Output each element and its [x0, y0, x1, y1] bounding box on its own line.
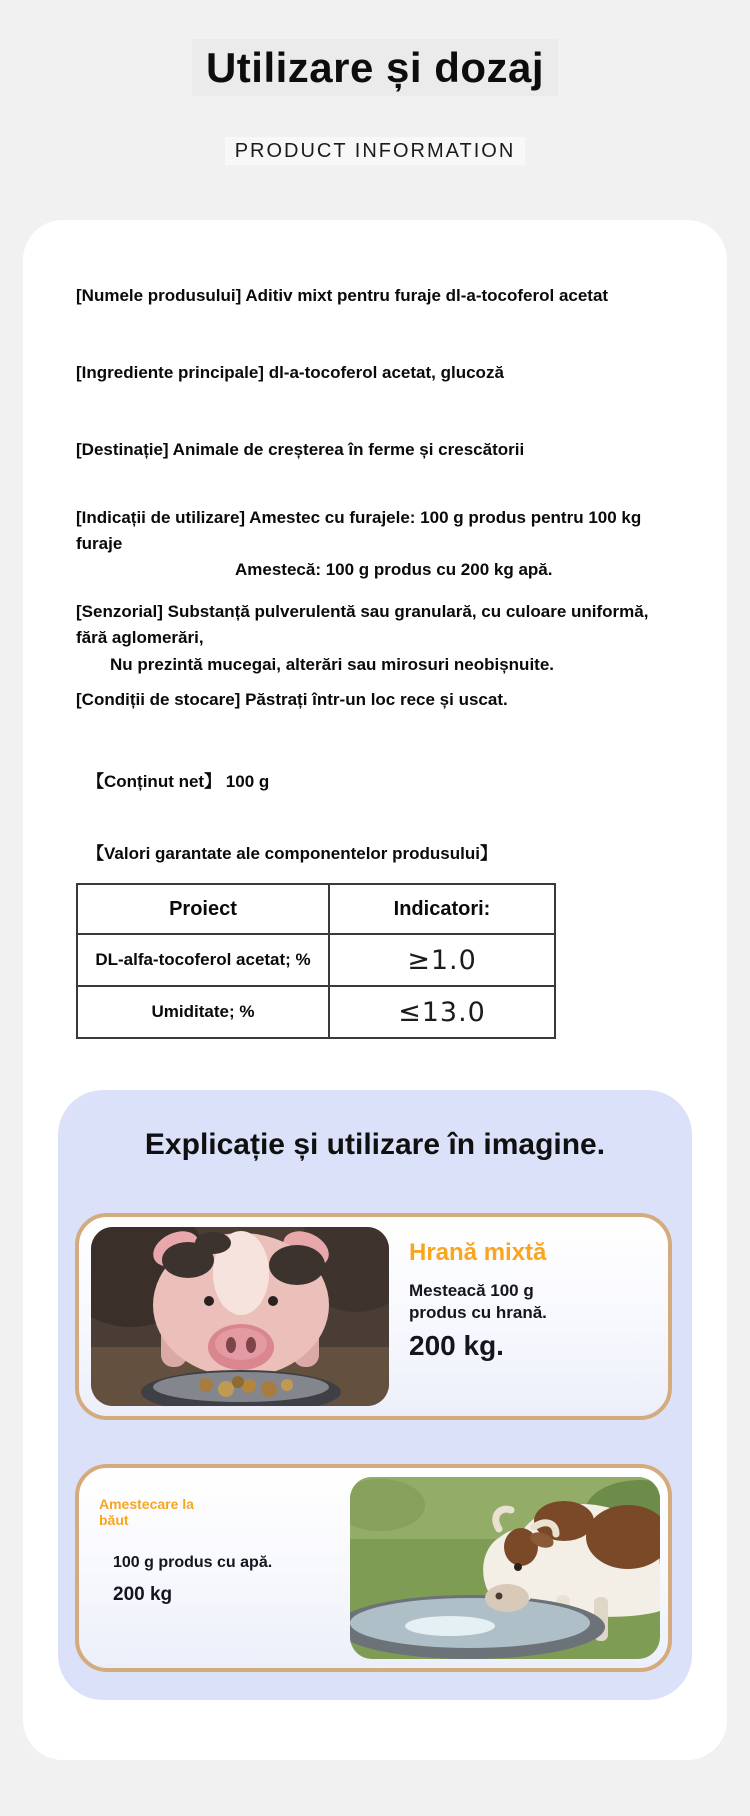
card-description: Mesteacă 100 g produs cu hrană. — [409, 1281, 547, 1322]
usage-card-text — [99, 1496, 272, 1606]
card-heading: Hrană mixtă — [409, 1239, 547, 1266]
cow-illustration — [350, 1477, 660, 1659]
card-description: 100 g produs cu apă. — [113, 1554, 273, 1571]
guaranteed-values-heading: 【Valori garantate ale componentelor produsului】 — [87, 844, 497, 863]
product-line-sensory: [Senzorial] Substanță pulverulentă sau granulară, cu culoare uniformă, fără aglomerări, — [76, 602, 649, 647]
product-line-mix-water: Amestecă: 100 g produs cu 200 kg apă. — [235, 560, 553, 579]
table-row — [77, 934, 555, 986]
card-amount: 200 kg — [113, 1584, 173, 1605]
usage-panel-title: Explicație și utilizare în imagine. — [144, 1128, 606, 1161]
card-amount: 200 kg. — [409, 1330, 504, 1361]
page-title-text: Utilizare și dozaj — [192, 39, 558, 96]
spec-value-humidity: ≤13.0 — [329, 986, 555, 1038]
spec-table-header-row — [77, 884, 555, 934]
page-title — [0, 44, 750, 92]
product-line-no-mold: Nu prezintă mucegai, alterări sau mirosuri neobișnuite. — [110, 655, 555, 674]
spec-name-tocoferol: DL-alfa-tocoferol acetat; % — [77, 934, 329, 986]
pig-photo — [91, 1227, 389, 1406]
spec-table-header-indicators: Indicatori: — [329, 884, 555, 934]
cow-photo — [350, 1477, 660, 1659]
net-content: 【Conținut net】 100 g — [87, 772, 270, 791]
usage-card-mixed-feed — [75, 1213, 672, 1420]
page-subtitle-text: PRODUCT INFORMATION — [225, 137, 526, 165]
spec-table-header-project: Proiect — [77, 884, 329, 934]
product-line-name: [Numele produsului] Aditiv mixt pentru furaje dl-a-tocoferol acetat — [76, 286, 609, 305]
usage-card-text — [409, 1239, 567, 1362]
product-line-ingredients: [Ingrediente principale] dl-a-tocoferol acetat, glucoză — [76, 363, 504, 382]
card-heading: Amestecare la băut — [99, 1496, 194, 1528]
usage-panel — [58, 1090, 692, 1700]
usage-card-drinking-mix — [75, 1464, 672, 1672]
product-line-usage-indications: [Indicații de utilizare] Amestec cu furajele: 100 g produs pentru 100 kg furaje — [76, 508, 642, 553]
pig-illustration — [91, 1227, 389, 1406]
spec-name-humidity: Umiditate; % — [77, 986, 329, 1038]
product-line-destination: [Destinație] Animale de creșterea în ferme și crescătorii — [76, 440, 525, 459]
table-row — [77, 986, 555, 1038]
product-info-card — [23, 220, 727, 1760]
page-subtitle — [0, 140, 750, 163]
spec-value-tocoferol: ≥1.0 — [329, 934, 555, 986]
product-line-storage: [Condiții de stocare] Păstrați într-un loc rece și uscat. — [76, 690, 508, 709]
spec-table — [76, 883, 556, 1039]
